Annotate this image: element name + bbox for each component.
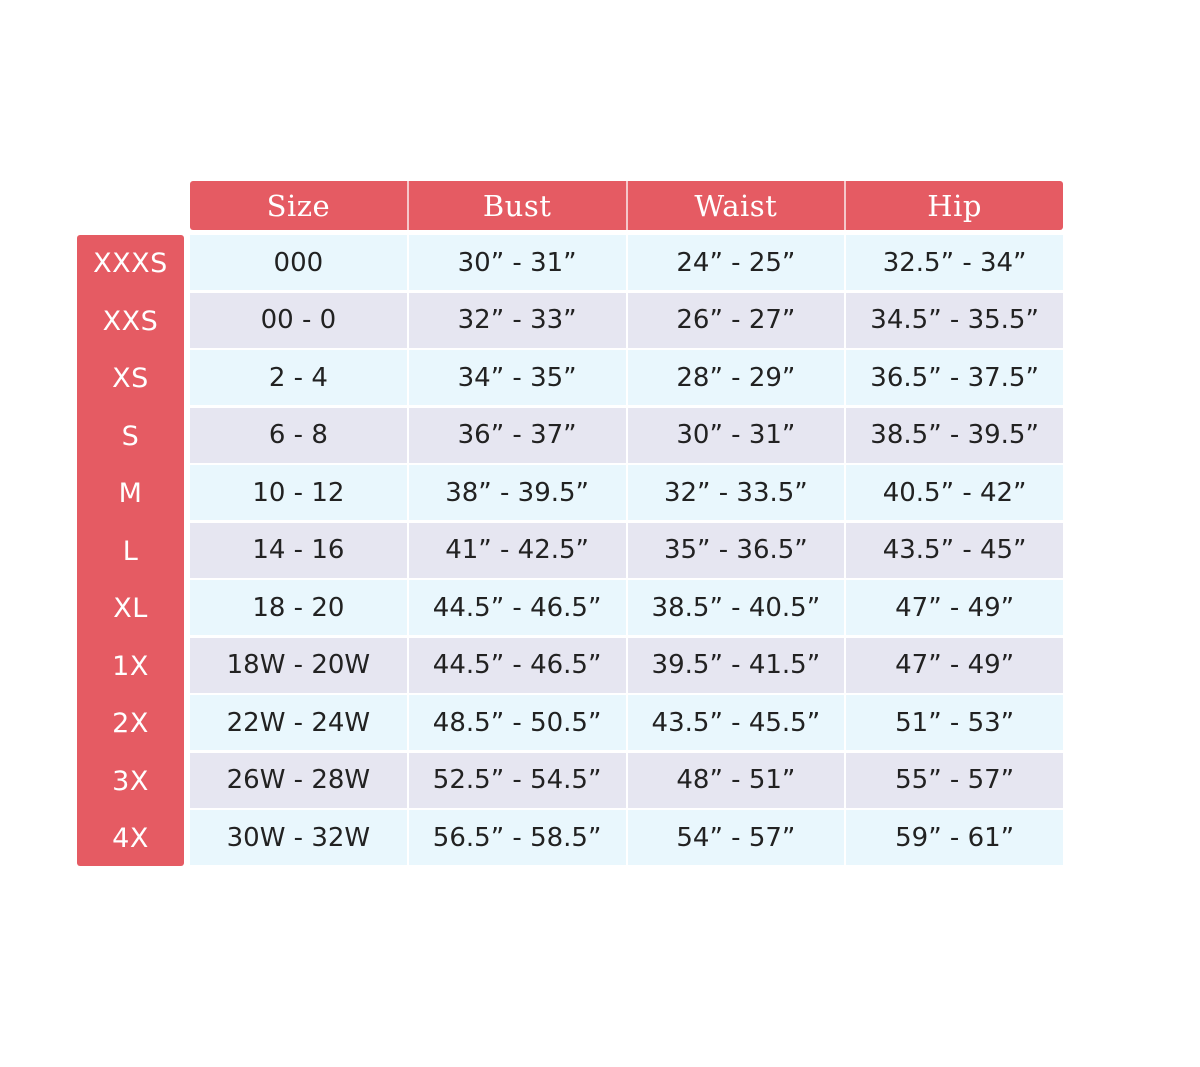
- cell-hip: 47” - 49”: [846, 638, 1063, 693]
- table-row: [190, 465, 1063, 520]
- cell-size: 00 - 0: [190, 293, 409, 348]
- cell-hip: 32.5” - 34”: [846, 235, 1063, 290]
- size-label-column: [77, 235, 184, 866]
- cell-waist: 28” - 29”: [628, 350, 847, 405]
- table-row: [190, 580, 1063, 635]
- table-row: [190, 293, 1063, 348]
- cell-waist: 32” - 33.5”: [628, 465, 847, 520]
- cell-hip: 36.5” - 37.5”: [846, 350, 1063, 405]
- cell-waist: 35” - 36.5”: [628, 523, 847, 578]
- cell-waist: 54” - 57”: [628, 810, 847, 865]
- cell-hip: 43.5” - 45”: [846, 523, 1063, 578]
- row-label: 4X: [112, 823, 149, 855]
- cell-bust: 44.5” - 46.5”: [409, 638, 628, 693]
- header-bust: Bust: [409, 181, 628, 230]
- cell-waist: 43.5” - 45.5”: [628, 695, 847, 750]
- cell-bust: 41” - 42.5”: [409, 523, 628, 578]
- row-label: L: [122, 535, 139, 567]
- row-label: XXS: [102, 305, 159, 337]
- table-row: [190, 638, 1063, 693]
- row-label: XXXS: [93, 248, 168, 280]
- cell-waist: 48” - 51”: [628, 753, 847, 808]
- cell-size: 18W - 20W: [190, 638, 409, 693]
- cell-bust: 38” - 39.5”: [409, 465, 628, 520]
- cell-hip: 55” - 57”: [846, 753, 1063, 808]
- cell-hip: 40.5” - 42”: [846, 465, 1063, 520]
- cell-bust: 48.5” - 50.5”: [409, 695, 628, 750]
- row-label: M: [118, 478, 143, 510]
- cell-waist: 38.5” - 40.5”: [628, 580, 847, 635]
- row-label: 1X: [112, 650, 149, 682]
- cell-bust: 32” - 33”: [409, 293, 628, 348]
- table-row: [190, 523, 1063, 578]
- table-row: [190, 235, 1063, 290]
- cell-size: 2 - 4: [190, 350, 409, 405]
- cell-size: 6 - 8: [190, 408, 409, 463]
- cell-waist: 30” - 31”: [628, 408, 847, 463]
- cell-hip: 38.5” - 39.5”: [846, 408, 1063, 463]
- header-size: Size: [190, 181, 409, 230]
- cell-size: 000: [190, 235, 409, 290]
- cell-waist: 24” - 25”: [628, 235, 847, 290]
- row-label: XL: [113, 593, 148, 625]
- cell-bust: 44.5” - 46.5”: [409, 580, 628, 635]
- header-hip: Hip: [927, 188, 982, 223]
- header-row: [190, 181, 1063, 230]
- header-waist: Waist: [628, 181, 847, 230]
- cell-bust: 56.5” - 58.5”: [409, 810, 628, 865]
- cell-size: 14 - 16: [190, 523, 409, 578]
- cell-size: 30W - 32W: [190, 810, 409, 865]
- cell-hip: 47” - 49”: [846, 580, 1063, 635]
- cell-size: 26W - 28W: [190, 753, 409, 808]
- row-label: 2X: [112, 708, 149, 740]
- cell-bust: 34” - 35”: [409, 350, 628, 405]
- cell-size: 18 - 20: [190, 580, 409, 635]
- cell-hip: 51” - 53”: [846, 695, 1063, 750]
- table-row: [190, 753, 1063, 808]
- cell-size: 22W - 24W: [190, 695, 409, 750]
- cell-bust: 30” - 31”: [409, 235, 628, 290]
- cell-waist: 39.5” - 41.5”: [628, 638, 847, 693]
- table-row: [190, 695, 1063, 750]
- cell-size: 10 - 12: [190, 465, 409, 520]
- cell-bust: 52.5” - 54.5”: [409, 753, 628, 808]
- table-row: [190, 408, 1063, 463]
- cell-bust: 36” - 37”: [409, 408, 628, 463]
- cell-hip: 59” - 61”: [846, 810, 1063, 865]
- table-row: [190, 810, 1063, 865]
- row-label: XS: [112, 363, 149, 395]
- cell-hip: 34.5” - 35.5”: [846, 293, 1063, 348]
- cell-waist: 26” - 27”: [628, 293, 847, 348]
- row-label: S: [121, 420, 140, 452]
- row-label: 3X: [112, 765, 149, 797]
- table-row: [190, 350, 1063, 405]
